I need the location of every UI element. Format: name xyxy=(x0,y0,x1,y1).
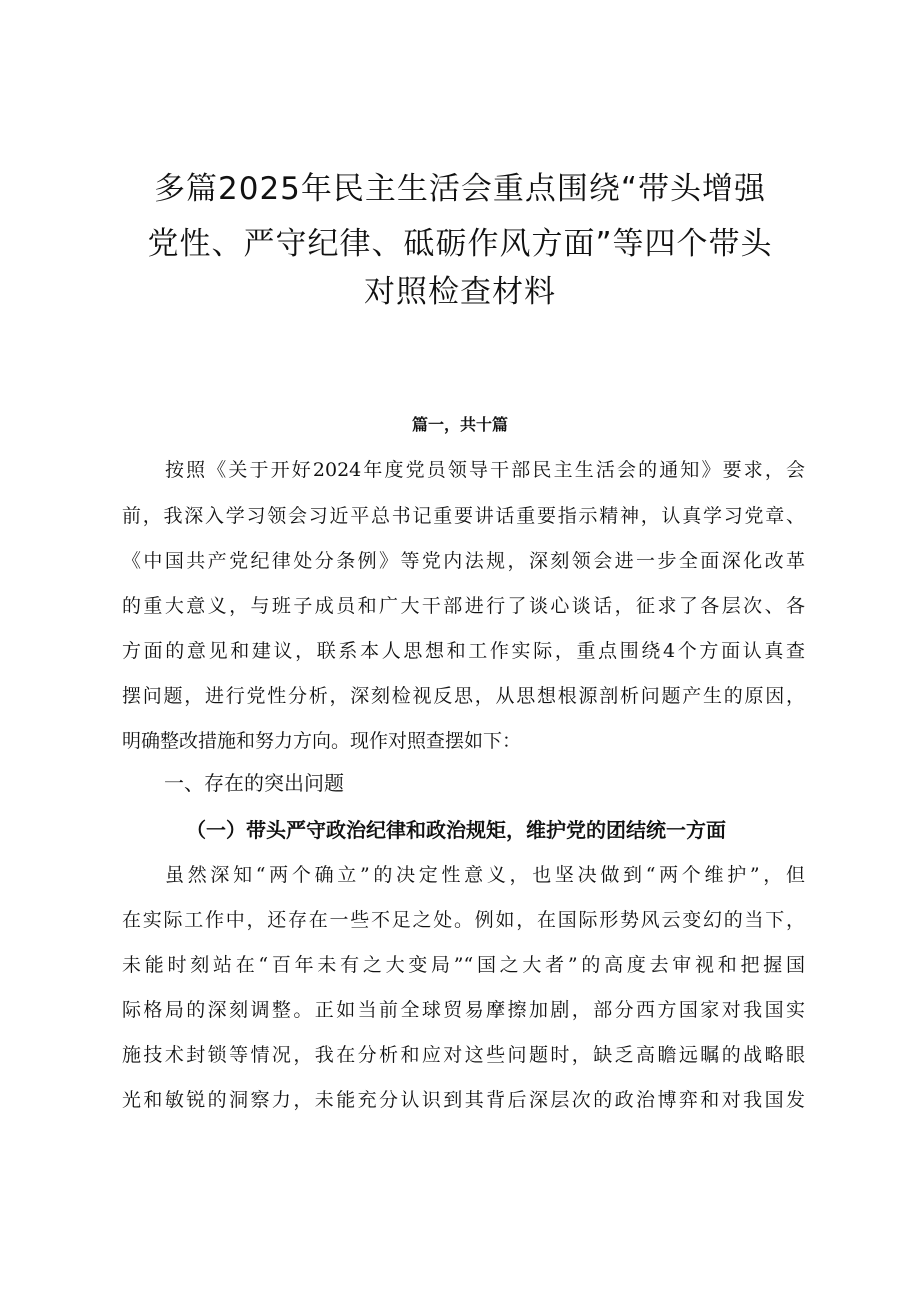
intro-line: 《中国共产党纪律处分条例》等党内法规，深刻领会进一步全面深化改革 xyxy=(122,550,805,572)
paragraph-line: 在实际工作中，还存在一些不足之处。例如，在国际形势风云变幻的当下， xyxy=(122,909,805,931)
intro-line: 方面的意见和建议，联系本人思想和工作实际，重点围绕4个方面认真查 xyxy=(122,640,805,662)
section-heading: 一、存在的突出问题 xyxy=(164,771,344,795)
intro-line: 的重大意义，与班子成员和广大干部进行了谈心谈话，征求了各层次、各 xyxy=(122,595,805,617)
paragraph-line: 际格局的深刻调整。正如当前全球贸易摩擦加剧，部分西方国家对我国实 xyxy=(122,999,805,1021)
paragraph-line: 虽然深知“两个确立”的决定性意义，也坚决做到“两个维护”，但 xyxy=(165,864,805,886)
intro-line: 前，我深入学习领会习近平总书记重要讲话重要指示精神，认真学习党章、 xyxy=(122,505,805,527)
intro-line: 明确整改措施和努力方向。现作对照查摆如下： xyxy=(122,730,522,752)
document-title-line-3: 对照检查材料 xyxy=(364,274,556,310)
paragraph-line: 未能时刻站在“百年未有之大变局”“国之大者”的高度去审视和把握国 xyxy=(122,954,805,976)
document-subtitle: 篇一，共十篇 xyxy=(411,415,508,434)
intro-line: 摆问题，进行党性分析，深刻检视反思，从思想根源剖析问题产生的原因， xyxy=(122,685,805,707)
intro-line: 按照《关于开好2024年度党员领导干部民主生活会的通知》要求，会 xyxy=(165,459,805,481)
subsection-heading: （一）带头严守政治纪律和政治规矩，维护党的团结统一方面 xyxy=(186,818,726,842)
document-title-line-2: 党性、严守纪律、砥砺作风方面”等四个带头 xyxy=(147,226,773,262)
paragraph-line: 施技术封锁等情况，我在分析和应对这些问题时，缺乏高瞻远瞩的战略眼 xyxy=(122,1044,805,1066)
document-title-line-1: 多篇2025年民主生活会重点围绕“带头增强 xyxy=(154,171,766,207)
paragraph-line: 光和敏锐的洞察力，未能充分认识到其背后深层次的政治博弈和对我国发 xyxy=(122,1089,805,1111)
